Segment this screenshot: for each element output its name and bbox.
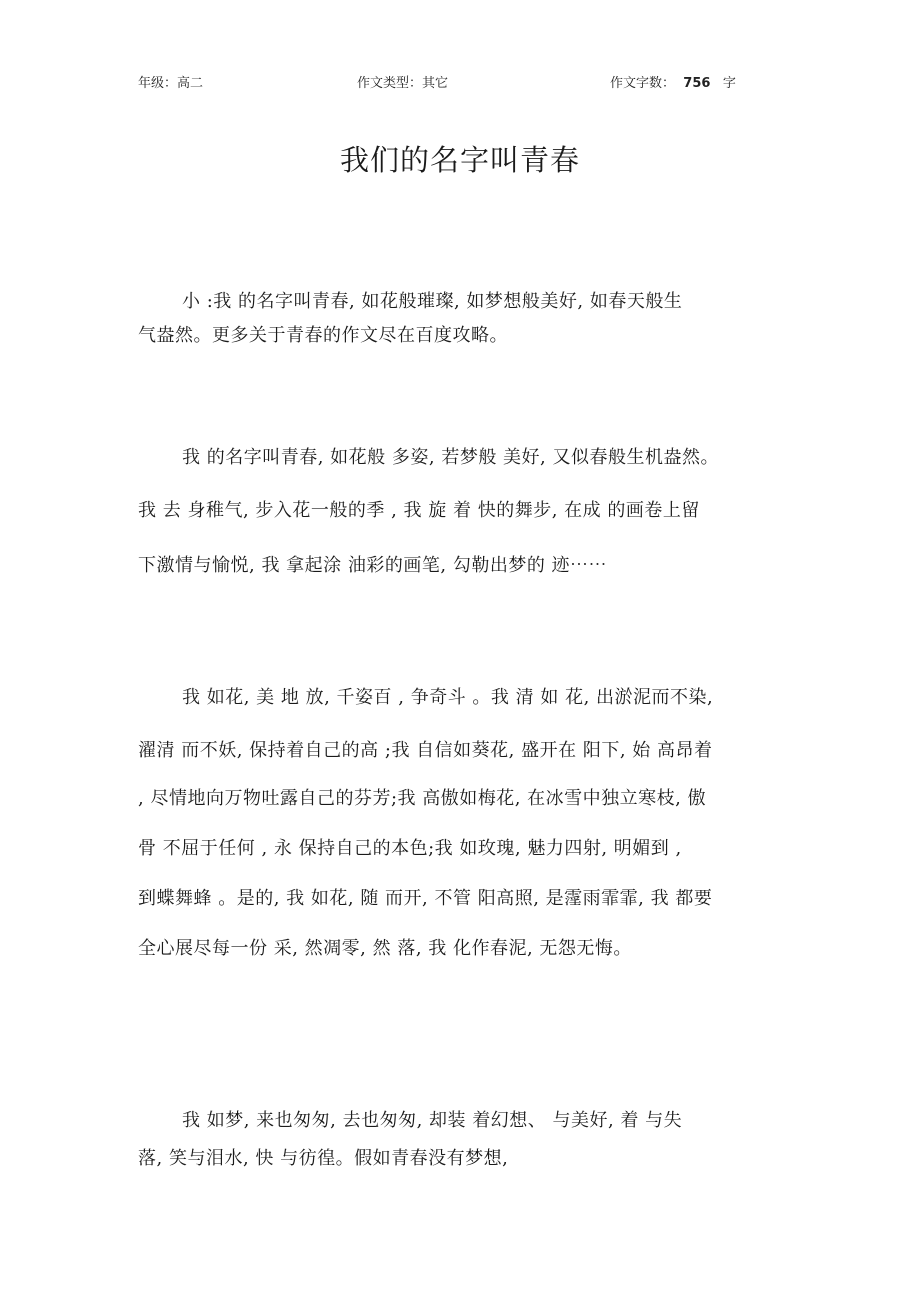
text-line: 我 如梦, 来也匆匆, 去也匆匆, 却装 着幻想、 与美好, 着 与失 [182,1110,683,1131]
text-line: 我 的名字叫青春, 如花般 多姿, 若梦般 美好, 又似春般生机盎然。 [182,447,719,468]
text-line: 全心展尽每一份 采, 然凋零, 然 落, 我 化作春泥, 无怨无悔。 [138,938,632,959]
grade-label: 年级： [138,76,178,91]
text-line: 我 如花, 美 地 放, 千姿百 , 争奇斗 。我 清 如 花, 出淤泥而不染, [182,687,714,708]
text-line: 骨 不屈于任何 , 永 保持自己的本色;我 如玫瑰, 魅力四射, 明媚到 , [138,838,682,859]
word-count-label: 作文字数： [610,76,676,91]
grade-info [138,72,203,91]
word-count-unit: 字 [722,76,736,91]
text-line: 小 :我 的名字叫青春, 如花般璀璨, 如梦想般美好, 如春天般生 [182,291,683,312]
text-line: , 尽情地向万物吐露自己的芬芳;我 高傲如梅花, 在冰雪中独立寒枝, 傲 [138,788,707,809]
text-line: 我 去 身稚气, 步入花一般的季 , 我 旋 着 快的舞步, 在成 的画卷上留 [138,500,700,521]
text-line: 下激情与愉悦, 我 拿起涂 油彩的画笔, 勾勒出梦的 迹⋯⋯ [138,555,608,576]
text-line: 濯清 而不妖, 保持着自己的高 ;我 自信如葵花, 盛开在 阳下, 始 高昂着 [138,740,713,761]
essay-type-value: 其它 [422,76,449,91]
word-count-info [610,72,736,91]
essay-title: 我们的名字叫青春 [339,143,580,177]
word-count-value: 756 [683,76,711,91]
text-line: 气盎然。更多关于青春的作文尽在百度攻略。 [138,325,508,346]
text-line: 落, 笑与泪水, 快 与彷徨。假如青春没有梦想, [138,1148,509,1169]
essay-type-info [357,72,448,91]
text-line: 到蝶舞蜂 。是的, 我 如花, 随 而开, 不管 阳高照, 是霪雨霏霏, 我 都要 [138,888,713,909]
grade-value: 高二 [177,76,204,91]
essay-type-label: 作文类型： [357,76,423,91]
